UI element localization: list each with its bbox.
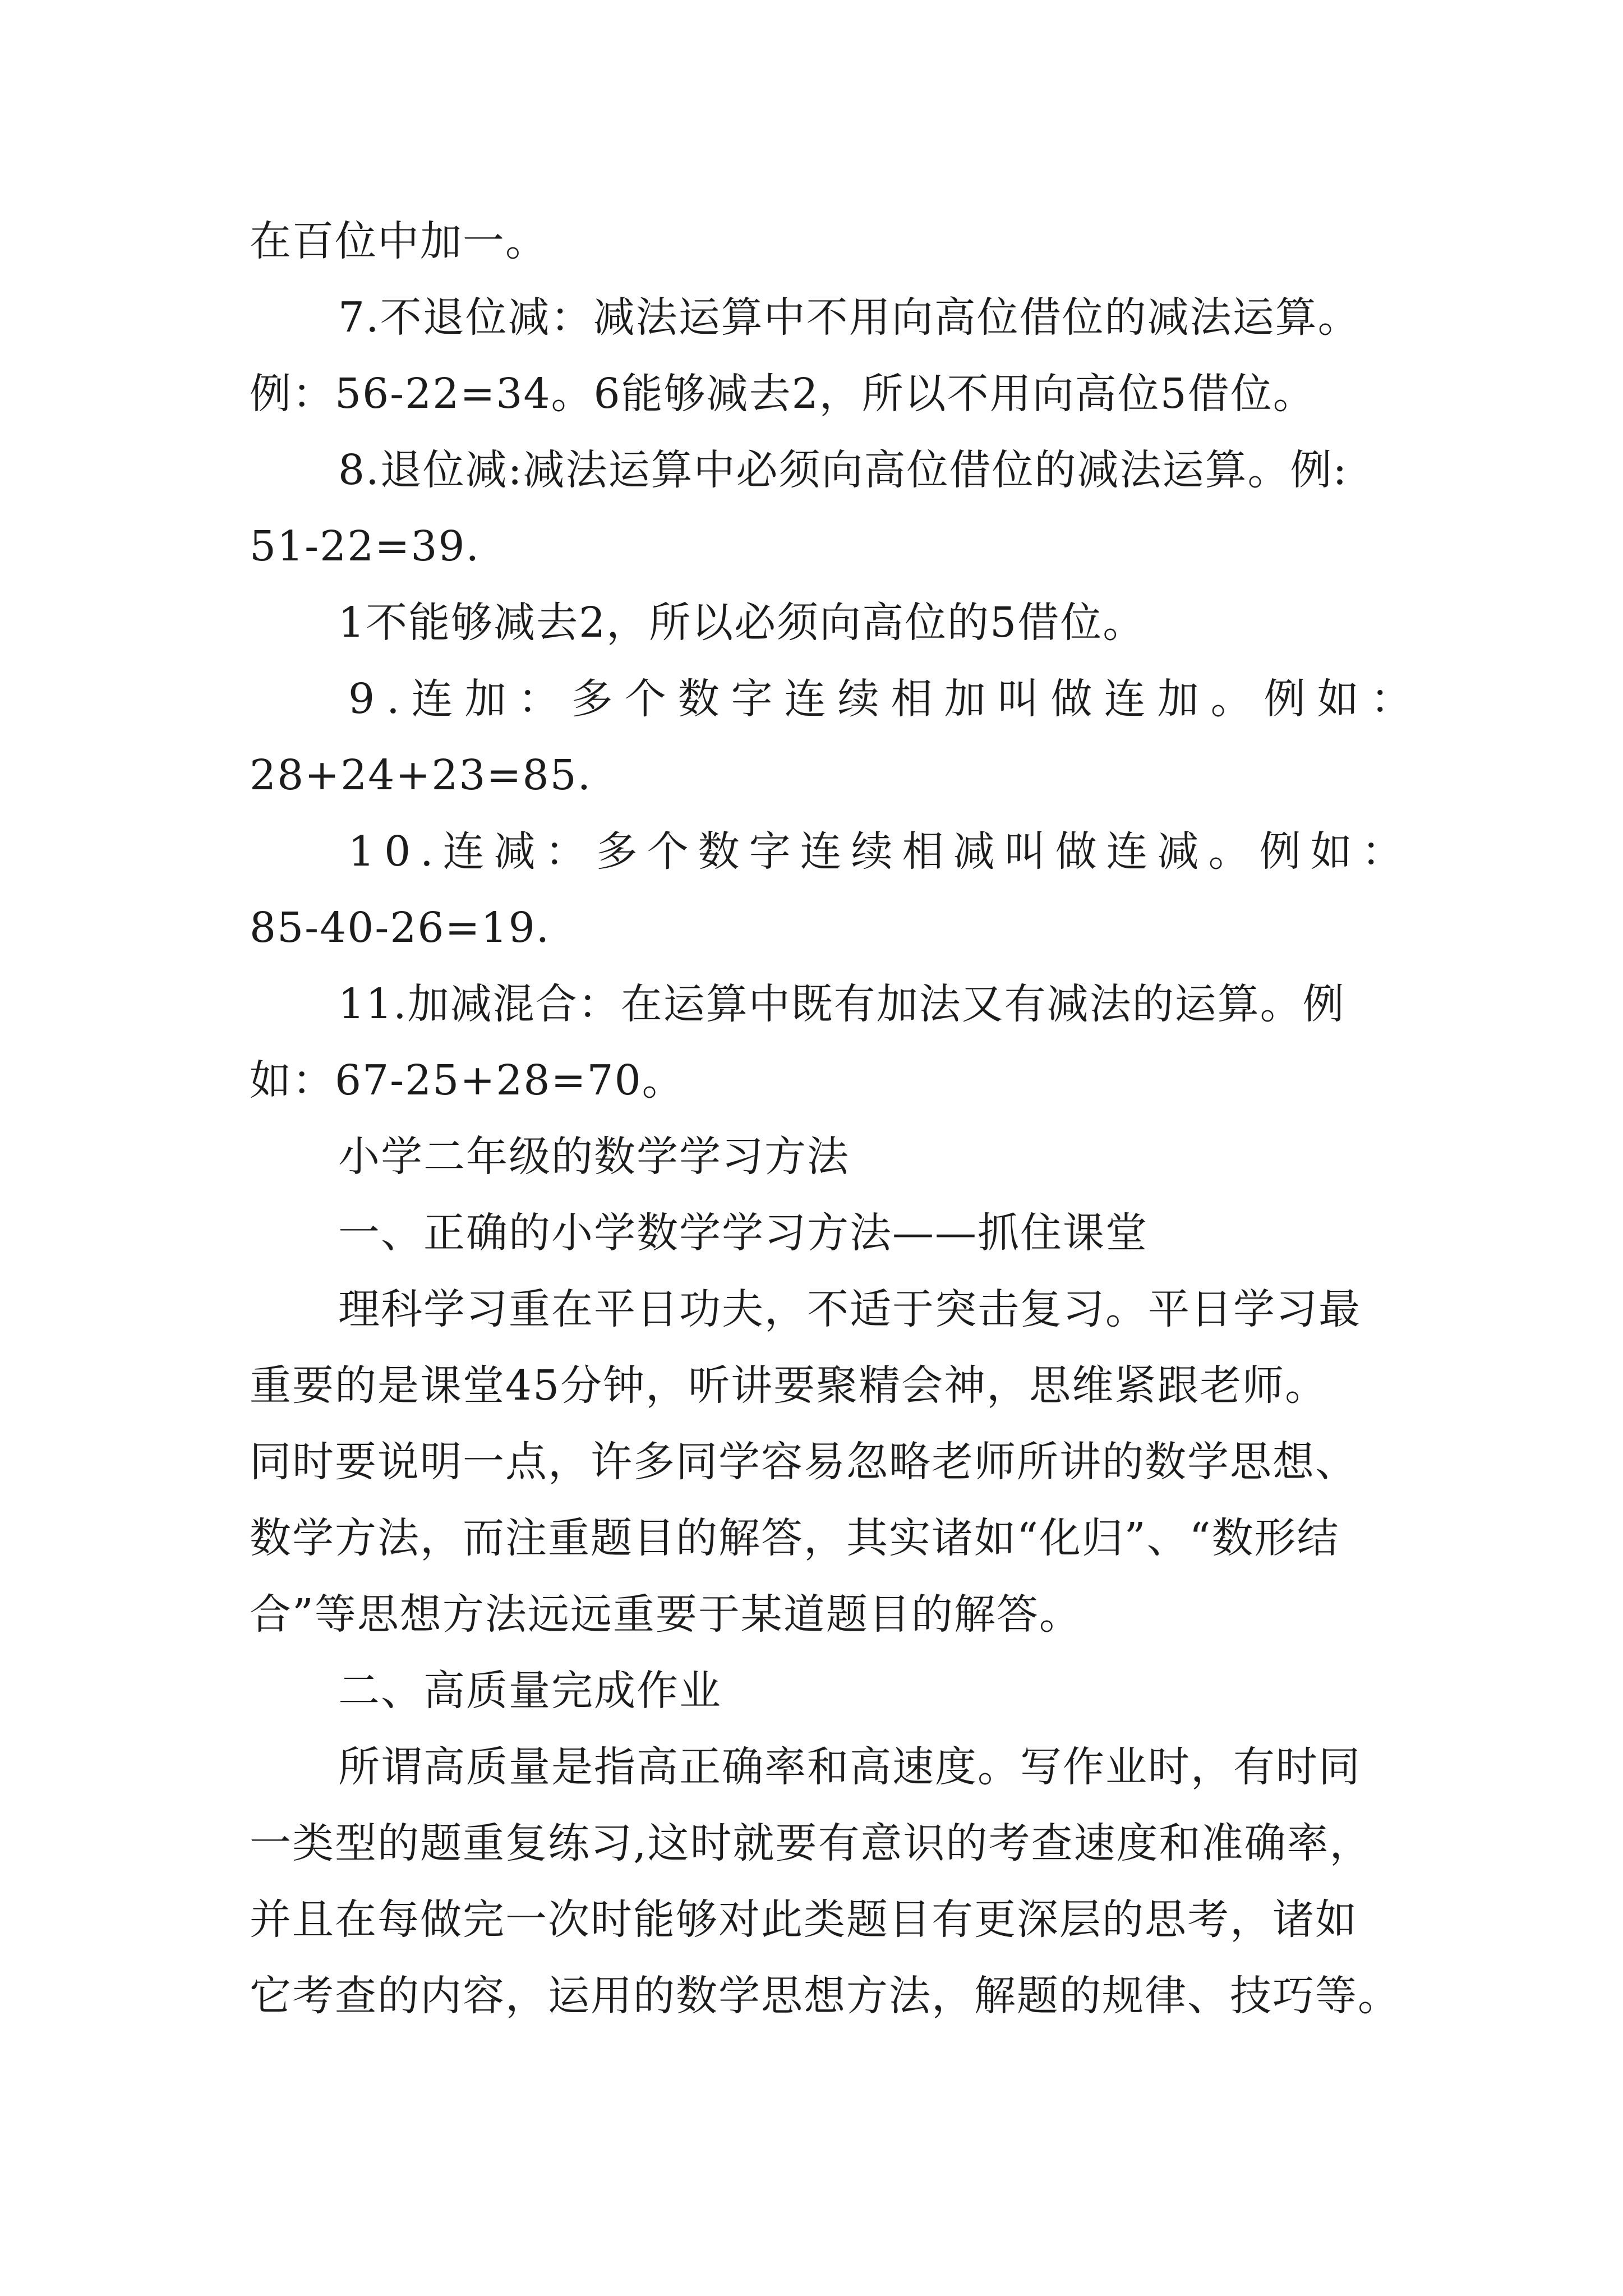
text-line: 同时要说明一点，许多同学容易忽略老师所讲的数学思想、 [250,1438,1358,1486]
text-line: 所谓高质量是指高正确率和高速度。写作业时，有时同 [338,1743,1361,1791]
text-line: 85-40-26=19. [250,904,551,952]
text-line: 合”等思想方法远远重要于某道题目的解答。 [250,1590,1082,1639]
section-heading: 二、高质量完成作业 [338,1667,722,1715]
text-line: 它考查的内容，运用的数学思想方法，解题的规律、技巧等。 [250,1972,1400,2020]
text-line: 例：56-22=34。6能够减去2，所以不用向高位5借位。 [250,370,1316,418]
body-text [250,203,1424,2034]
text-line: 28+24+23=85. [250,751,592,799]
section-heading: 一、正确的小学数学学习方法——抓住课堂 [338,1209,1148,1257]
text-line: 重要的是课堂45分钟，听讲要聚精会神，思维紧跟老师。 [250,1361,1328,1410]
text-line: 10.连减：多个数字连续相减叫做连减。例如： [348,827,1413,876]
text-line: 如：67-25+28=70。 [250,1056,685,1105]
text-line: 在百位中加一。 [250,217,548,265]
text-line: 9.连加：多个数字连续相加叫做连加。例如： [348,675,1424,723]
text-line: 数学方法，而注重题目的解答，其实诸如“化归”、“数形结 [250,1514,1340,1562]
text-line: 11.加减混合：在运算中既有加法又有减法的运算。例 [338,980,1345,1028]
text-line: 并且在每做完一次时能够对此类题目有更深层的思考，诸如 [250,1895,1358,1944]
text-line: 1不能够减去2，所以必须向高位的5借位。 [338,599,1146,647]
text-line: 7.不退位减：减法运算中不用向高位借位的减法运算。 [338,293,1361,342]
text-line: 一类型的题重复练习,这时就要有意识的考查速度和准确率， [250,1819,1372,1867]
text-line: 8.退位减:减法运算中必须向高位借位的减法运算。例: [338,446,1348,494]
section-heading: 小学二年级的数学学习方法 [338,1133,850,1181]
text-line: 51-22=39. [250,522,481,570]
text-line: 理科学习重在平日功夫，不适于突击复习。平日学习最 [338,1285,1361,1333]
